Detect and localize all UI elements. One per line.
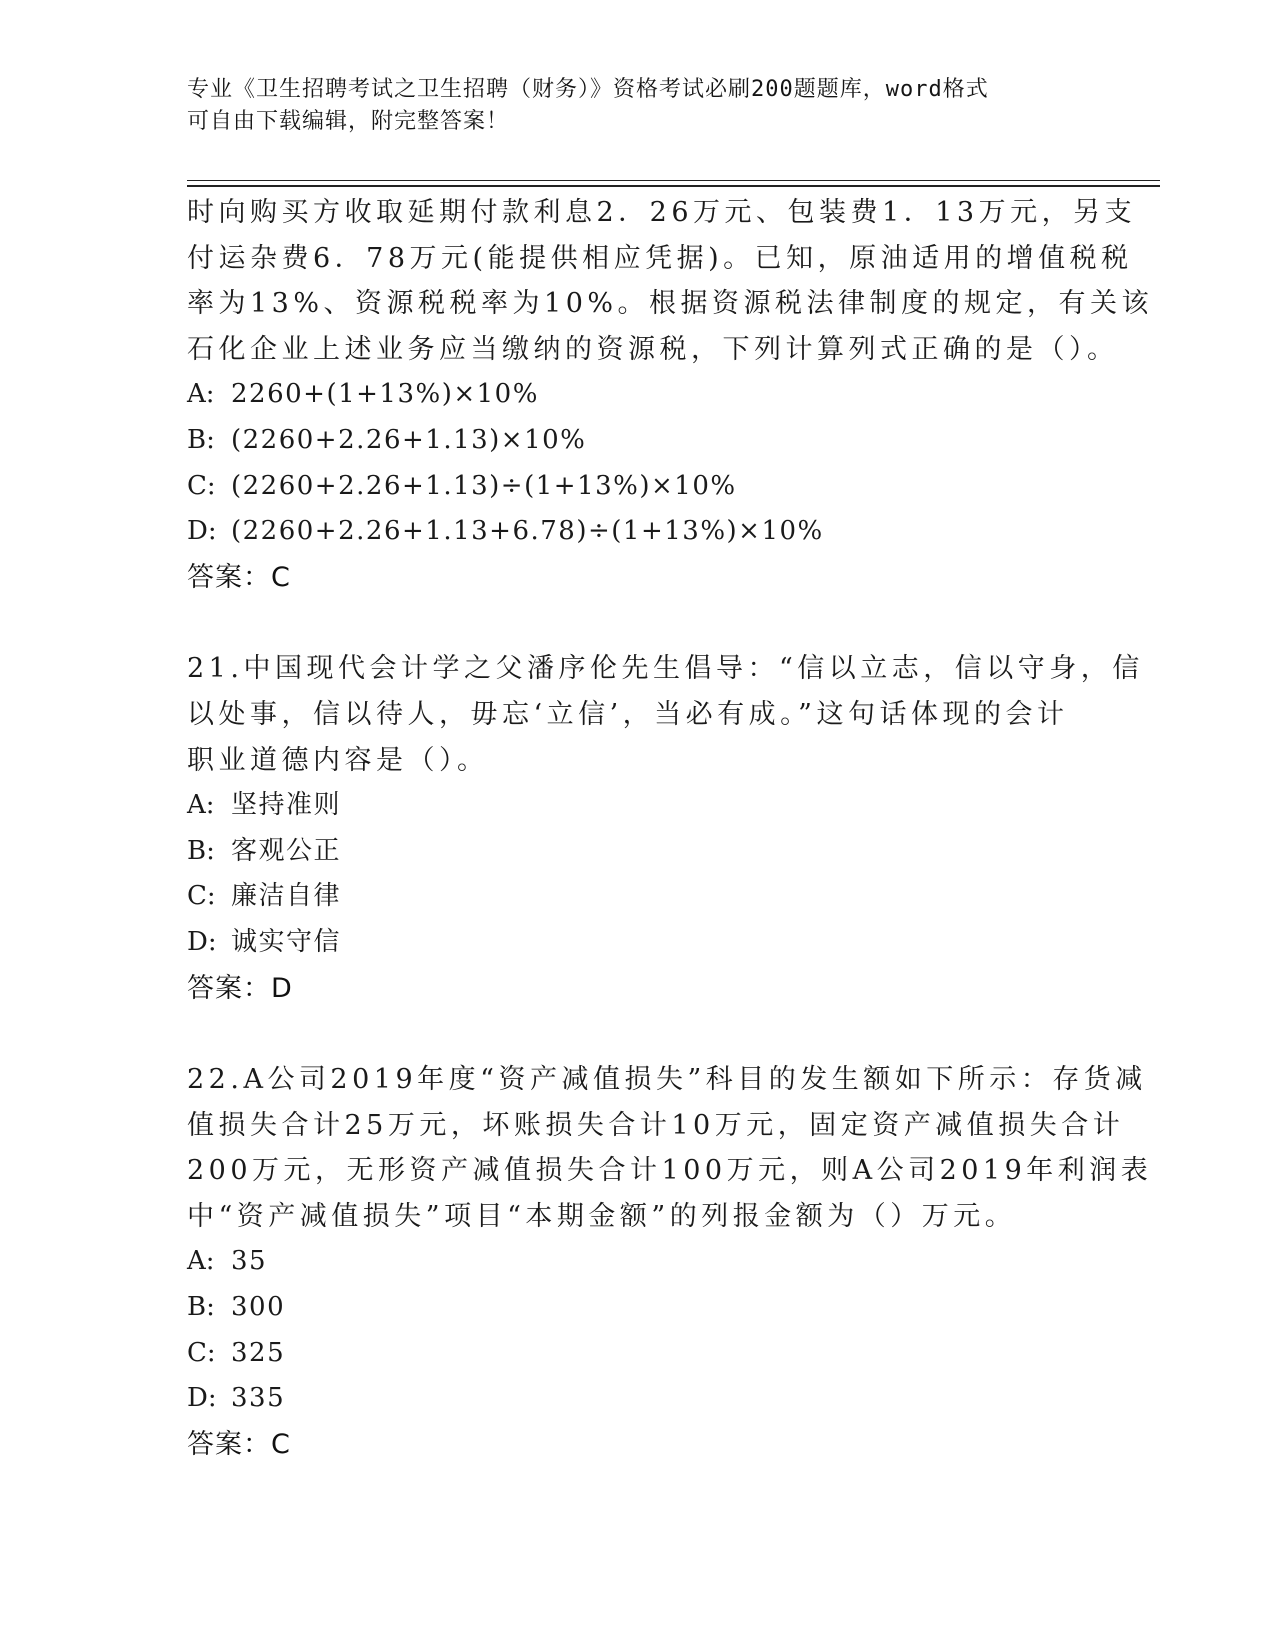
question-stem-line: 以处事，信以待人，毋忘‘立信’，当必有成。”这句话体现的会计: [187, 698, 1069, 730]
option-text: (2260+2.26+1.13)÷(1+13%)×10%: [231, 470, 737, 501]
header-divider-top: [187, 180, 1160, 181]
answer-line: 答案：D: [187, 972, 293, 1004]
option-key: D:: [187, 516, 217, 547]
option-key: A:: [187, 790, 215, 821]
option-b: [187, 829, 1087, 875]
option-key: B:: [187, 1292, 215, 1323]
question-stem-line: 值损失合计25万元，坏账损失合计10万元，固定资产减值损失合计: [187, 1109, 1125, 1141]
document-header: [187, 74, 1087, 138]
question-stem-line: 22.A公司2019年度“资产减值损失”科目的发生额如下所示：存货减: [187, 1064, 1147, 1096]
option-text: 客观公正: [231, 835, 342, 866]
option-text: 2260+(1+13%)×10%: [231, 379, 539, 410]
header-divider-bottom: [187, 185, 1160, 187]
option-b: [187, 418, 1087, 464]
option-text: 诚实守信: [231, 926, 342, 957]
question-stem-line: 时向购买方收取延期付款利息2．26万元、包装费1．13万元，另支: [187, 197, 1137, 228]
option-text: 300: [231, 1292, 286, 1323]
option-key: A:: [187, 1246, 215, 1277]
option-text: 坚持准则: [231, 790, 342, 821]
option-key: D:: [187, 926, 217, 957]
document-body: [187, 190, 1154, 1467]
option-d: [187, 509, 1087, 555]
option-text: (2260+2.26+1.13+6.78)÷(1+13%)×10%: [231, 516, 824, 547]
question-stem-line: 职业道德内容是（）。: [187, 744, 489, 776]
answer-line: 答案：C: [187, 561, 291, 593]
option-key: D:: [187, 1383, 217, 1414]
option-key: C:: [187, 1337, 216, 1368]
question-stem-line: 付运杂费6．78万元(能提供相应凭据)。已知，原油适用的增值税税: [187, 242, 1133, 274]
question-22: [187, 1057, 1153, 1467]
option-text: (2260+2.26+1.13)×10%: [231, 424, 587, 455]
option-d: [187, 1376, 1087, 1422]
option-a: [187, 783, 1087, 829]
question-stem-line: 中“资产减值损失”项目“本期金额”的列报金额为（）万元。: [187, 1200, 1017, 1232]
header-line-1: 专业《卫生招聘考试之卫生招聘（财务）》资格考试必刷200题题库，word格式: [187, 77, 989, 102]
question-21: [187, 646, 1144, 1011]
question-stem-line: 21.中国现代会计学之父潘序伦先生倡导：“信以立志，信以守身，信: [187, 653, 1144, 685]
option-key: B:: [187, 424, 215, 455]
spacer: [187, 1011, 1087, 1057]
header-line-2: 可自由下载编辑，附完整答案！: [187, 109, 510, 134]
option-text: 325: [231, 1337, 286, 1368]
option-c: [187, 1331, 1087, 1377]
option-d: [187, 920, 1087, 966]
option-text: 廉洁自律: [231, 881, 342, 912]
option-text: 335: [231, 1383, 286, 1414]
option-key: C:: [187, 470, 216, 501]
spacer: [187, 600, 1087, 646]
question-stem-line: 200万元，无形资产减值损失合计100万元，则A公司2019年利润表: [187, 1155, 1153, 1187]
option-b: [187, 1285, 1087, 1331]
option-c: [187, 464, 1087, 510]
option-a: [187, 1239, 1087, 1285]
question-20: [187, 190, 1154, 600]
option-key: B:: [187, 835, 215, 866]
answer-line: 答案：C: [187, 1428, 291, 1460]
option-a: [187, 372, 1087, 418]
option-key: C:: [187, 881, 216, 912]
option-key: A:: [187, 379, 215, 410]
question-stem-line: 率为13%、资源税税率为10%。根据资源税法律制度的规定，有关该: [187, 288, 1154, 320]
option-c: [187, 874, 1087, 920]
question-stem-line: 石化企业上述业务应当缴纳的资源税，下列计算列式正确的是（）。: [187, 333, 1119, 365]
option-text: 35: [231, 1246, 268, 1277]
